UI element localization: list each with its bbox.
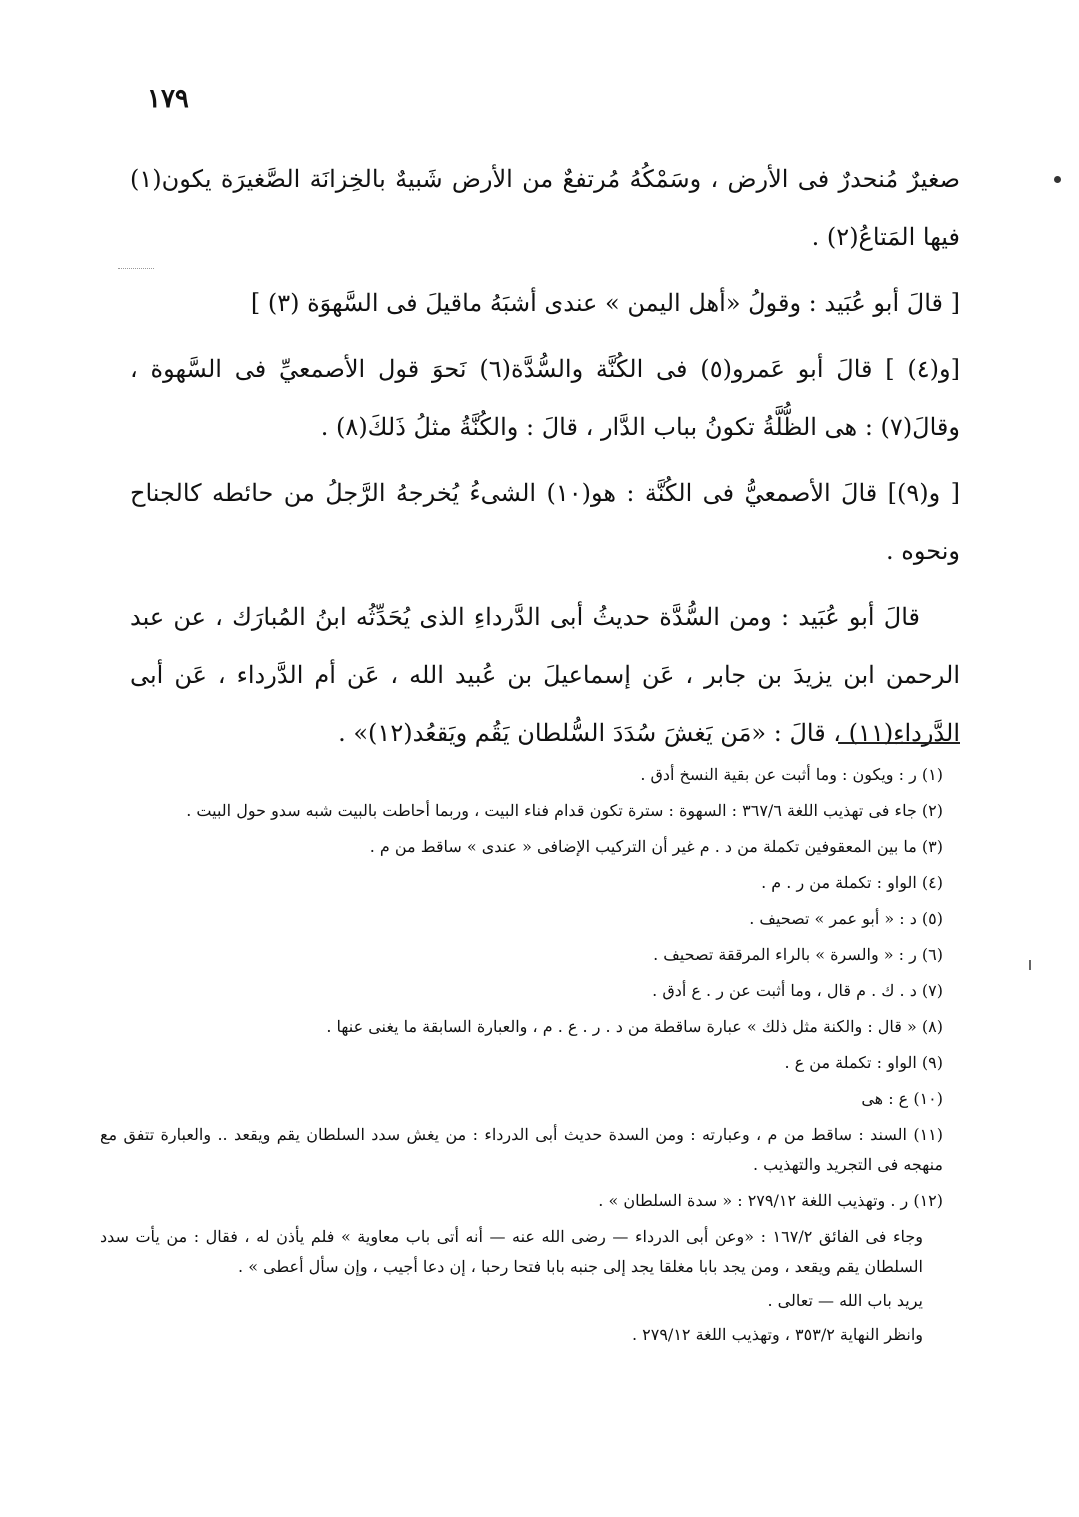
footnote: (٢) جاء فى تهذيب اللغة ٣٦٧/٦ : السهوة : سترة تكون قدام فناء البيت ، وربما أحاطت بالبيت شبه سدو حول البيت . bbox=[186, 801, 943, 820]
footnote: (٦) ر : « والسرة » بالراء المرققة تصحيف . bbox=[653, 945, 943, 964]
margin-dot bbox=[1054, 176, 1061, 183]
margin-tick bbox=[1029, 960, 1031, 970]
footnote: (١) ر : ويكون : وما أثبت عن بقية النسخ أدق . bbox=[640, 765, 943, 784]
page-number: ١٧٩ bbox=[147, 84, 189, 114]
paragraph: [ و(٩)] قالَ الأصمعيُّ فى الكُنَّة : هو(١٠) الشىءُ يُخرجهُ الرَّجلُ من حائطه كالجناح ونحوه . bbox=[130, 479, 961, 565]
footnote: (١٢) ر . وتهذيب اللغة ٢٧٩/١٢ : « سدة السلطان » . bbox=[598, 1191, 943, 1210]
footnote: (٨) « قال : والكنة مثل ذلك » عبارة ساقطة من د . ر . ع . م ، والعبارة السابقة ما يغنى عنها . bbox=[326, 1017, 943, 1036]
footnote-continuation: يريد باب الله — تعالى . bbox=[767, 1291, 923, 1310]
footnotes bbox=[100, 760, 943, 1354]
footnote: (٥) د : « أبو عمر » تصحيف . bbox=[749, 909, 943, 928]
footnote: (٤) الواو : تكملة من ر . م . bbox=[761, 873, 943, 892]
footnote: (١٠) ع : هى bbox=[861, 1089, 943, 1108]
footnote: (٩) الواو : تكملة من ع . bbox=[784, 1053, 943, 1072]
footnote-divider bbox=[838, 742, 960, 744]
footnote-continuation: وجاء فى الفائق ١٦٧/٢ : «وعن أبى الدرداء — رضى الله عنه — أنه أتى باب معاوية » فلم يأذن له ، فقال : من يأت سدد السلطان يقم ويقعد ، ومن يجد بابا مغلقا يجد إلى جنبه بابا فتحا رحبا ، إن دعا أجيب ، وإن سأل أعطى » . bbox=[100, 1227, 923, 1276]
footnote-continuation: وانظر النهاية ٣٥٣/٢ ، وتهذيب اللغة ٢٧٩/١٢ . bbox=[631, 1325, 923, 1344]
main-text bbox=[130, 150, 960, 770]
footnote: (١١) السند : ساقط من م ، وعبارته : ومن السدة حديث أبى الدرداء : من يغش سدد السلطان يقم ويقعد .. والعبارة تتفق مع منهجه فى التجريد والتهذيب . bbox=[100, 1125, 943, 1174]
paragraph: قالَ أبو عُبَيد : ومن السُّدَّة حديثُ أبى الدَّرداءِ الذى يُحَدِّثُه ابنُ المُبارَك ، عن عبد الرحمن ابن يزيدَ بن جابر ، عَن إسماعيلَ بن عُبيد الله ، عَن أم الدَّرداء ، عَن أبى الدَّرداءِ(١١) ، قالَ : «مَن يَغشَ سُدَدَ السُّلطان يَقُم ويَقعُد(١٢)» . bbox=[130, 603, 960, 747]
footnote: (٣) ما بين المعقوفين تكملة من د . م غير أن التركيب الإضافى « عندى » ساقط من م . bbox=[369, 837, 943, 856]
paragraph: [ قالَ أبو عُبَيد : وقولُ «أهل اليمن » عندى أشبَهُ ماقيلَ فى السَّهوَة (٣) ] bbox=[250, 289, 960, 317]
paragraph: صغيرٌ مُنحدرٌ فى الأرض ، وسَمْكُهُ مُرتفعٌ من الأرض شَبيهٌ بالخِزانَة الصَّغيرَة يكون(١) فيها المَتاعُ(٢) . bbox=[130, 165, 960, 251]
footnote: (٧) د . ك . م قال ، وما أثبت عن ر . ع أدق . bbox=[652, 981, 943, 1000]
paragraph: [و(٤) ] قالَ أبو عَمرو(٥) فى الكُنَّة والسُّدَّة(٦) نَحوَ قول الأصمعيِّ فى السَّهوة ، وقالَ(٧) : هى الظُّلَّةُ تكونُ بباب الدَّار ، قالَ : والكُنَّةُ مثلُ ذَلكَ(٨) . bbox=[130, 355, 960, 441]
